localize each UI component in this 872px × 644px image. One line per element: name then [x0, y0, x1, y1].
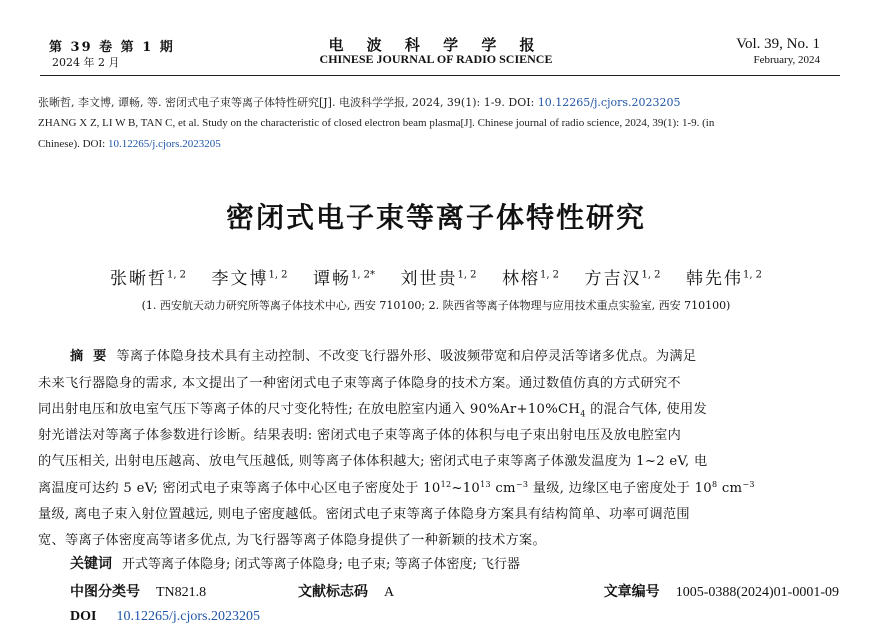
citation-en-text: Chinese). DOI:	[38, 138, 108, 150]
article-no-label: 文章编号	[603, 584, 660, 600]
doi-link[interactable]: 10.12265/j.cjors.2023205	[116, 609, 260, 624]
author-list	[0, 264, 872, 289]
author-name: 方吉汉	[584, 269, 642, 289]
abstract-text: 量级, 边缘区电子密度处于 10	[528, 481, 712, 496]
keywords	[70, 553, 520, 573]
citation-cn-doi-link[interactable]: 10.12265/j.cjors.2023205	[537, 96, 681, 109]
author-affil-sup: 1, 2	[641, 269, 661, 281]
author-name: 林榕	[501, 269, 540, 289]
affiliations: (1. 西安航天动力研究所等离子体技术中心, 西安 710100; 2. 陕西省等离子体物理与应用技术重点实验室, 西安 710100)	[141, 299, 731, 312]
document-code	[298, 581, 394, 601]
doc-code-label: 文献标志码	[298, 584, 368, 600]
author-affil-sup: 1, 2*	[350, 269, 376, 281]
author-affil-sup: 1, 2	[539, 269, 560, 281]
author-name: 张晰哲	[109, 269, 167, 289]
author	[110, 269, 186, 289]
author	[400, 269, 476, 289]
journal-name-en: CHINESE JOURNAL OF RADIO SCIENCE	[319, 52, 553, 66]
author-name: 谭畅	[312, 269, 351, 289]
abstract-text: cm	[717, 481, 743, 496]
author-affil-sup: 1, 2	[742, 269, 763, 281]
doc-code-value: A	[384, 585, 395, 600]
volume-issue-cn: 第 39 卷 第 1 期	[49, 40, 175, 55]
abstract-text: ~10	[451, 481, 481, 496]
abstract-line	[38, 345, 696, 364]
date-cn: 2024 年 2 月	[52, 56, 120, 69]
clc-label: 中图分类号	[70, 584, 140, 600]
author-affil-sup: 1, 2	[166, 269, 187, 281]
doi-label: DOI	[70, 609, 97, 624]
superscript: 12	[440, 480, 452, 489]
superscript: 13	[480, 480, 491, 489]
article-no-value: 1005-0388(2024)01-0001-09	[675, 585, 839, 600]
abstract-text: 等离子体隐身技术具有主动控制、不改变飞行器外形、吸波频带宽和启停灵活等诸多优点。为满足	[116, 349, 697, 364]
author-affil-sup: 1, 2	[457, 269, 477, 281]
author-name: 韩先伟	[685, 269, 743, 289]
keywords-value: 开式等离子体隐身; 闭式等离子体隐身; 电子束; 等离子体密度; 飞行器	[122, 557, 521, 572]
author	[584, 269, 660, 289]
clc-value: TN821.8	[156, 585, 207, 600]
superscript: −3	[515, 480, 529, 489]
citation-en-line1: ZHANG X Z, LI W B, TAN C, et al. Study on the characteristic of closed electron beam plasma[J]. Chinese journal of radio science, 2024, 39(1): 1-9. (in	[38, 117, 715, 129]
abstract-line: 射光谱法对等离子体参数进行诊断。结果表明: 密闭式电子束等离子体的体积与电子束出射电压及放电腔室内	[38, 428, 682, 443]
abstract-text: 同出射电压和放电室气压下等离子体的尺寸变化特性; 在放电腔室内通入 90%Ar+10%CH	[38, 402, 581, 417]
superscript: 8	[711, 480, 718, 489]
abstract-label: 摘要	[70, 349, 117, 364]
author	[502, 269, 559, 289]
abstract-text: cm	[490, 481, 516, 496]
abstract-line: 宽、等离子体密度高等诸多优点, 为飞行器等离子体隐身提供了一种新颖的技术方案。	[38, 533, 547, 548]
abstract-line	[38, 477, 755, 496]
abstract-line: 未来飞行器隐身的需求, 本文提出了一种密闭式电子束等离子体隐身的技术方案。通过数值仿真的方式研究不	[38, 376, 681, 391]
abstract-line: 量级, 离电子束入射位置越远, 则电子密度越低。密闭式电子束等离子体隐身方案具有结构简单、功率可调范围	[38, 507, 690, 522]
citation-en-doi-link[interactable]: 10.12265/j.cjors.2023205	[107, 138, 221, 150]
citation-cn-text: 张晰哲, 李文博, 谭畅, 等. 密闭式电子束等离子体特性研究[J]. 电波科学学报, 2024, 39(1): 1-9. DOI:	[38, 96, 538, 109]
citation-en-line2	[38, 138, 221, 150]
article-number	[604, 581, 839, 601]
paper-title: 密闭式电子束等离子体特性研究	[225, 201, 646, 234]
keywords-label: 关键词	[70, 556, 112, 572]
clc-number	[70, 581, 206, 601]
superscript: −3	[742, 480, 755, 489]
author	[686, 269, 762, 289]
header-divider	[40, 75, 840, 76]
author	[313, 269, 375, 289]
abstract-line	[38, 398, 707, 417]
abstract-text: 离温度可达约 5 eV; 密闭式电子束等离子体中心区电子密度处于 10	[38, 481, 441, 496]
abstract-line: 的气压相关, 出射电压越高、放电气压越低, 则等离子体体积越大; 密闭式电子束等离子体激发温度为 1~2 eV, 电	[38, 454, 708, 469]
abstract-text: 的混合气体, 使用发	[585, 402, 707, 417]
journal-name-cn: 电 波 科 学 学 报	[328, 36, 544, 54]
date-en: February, 2024	[753, 54, 820, 66]
author-name: 李文博	[211, 269, 269, 289]
author-affil-sup: 1, 2	[268, 269, 288, 281]
author-name: 刘世贵	[400, 269, 458, 289]
doi	[70, 608, 260, 625]
subscript: 4	[580, 409, 586, 419]
citation-cn	[38, 94, 681, 110]
volume-issue-en: Vol. 39, No. 1	[736, 36, 820, 52]
author	[211, 269, 287, 289]
